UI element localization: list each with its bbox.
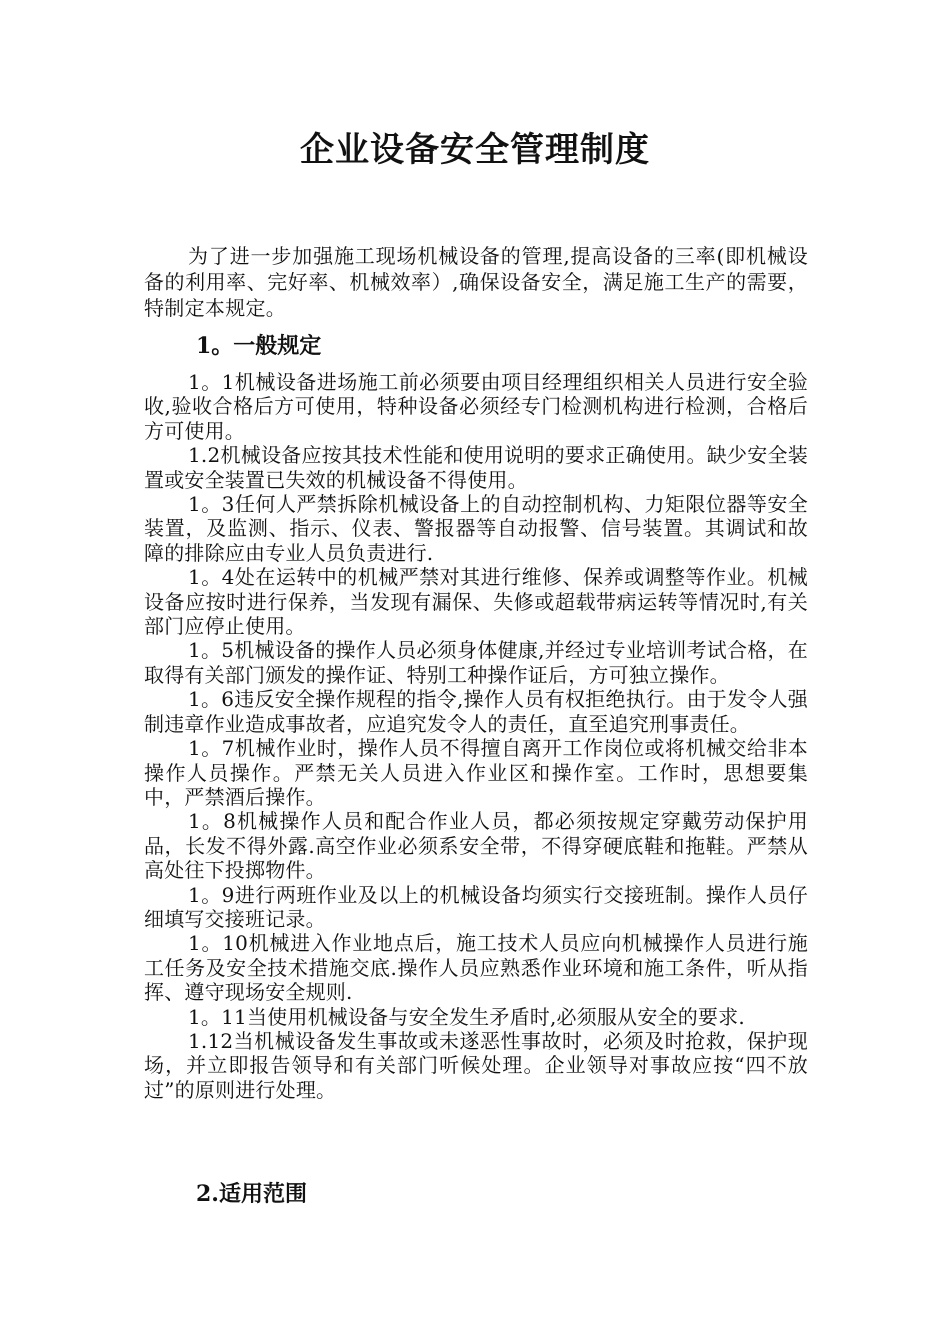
- intro-paragraph: 为了进一步加强施工现场机械设备的管理,提高设备的三率(即机械设备的利用率、完好率、机械效率）,确保设备安全，满足施工生产的需要，特制定本规定。: [144, 244, 808, 320]
- section-heading-general: 1。一般规定: [196, 333, 322, 359]
- clause-1-4: 1。4处在运转中的机械严禁对其进行维修、保养或调整等作业。机械设备应按时进行保养，当发现有漏保、失修或超载带病运转等情况时,有关部门应停止使用。: [144, 565, 808, 639]
- clause-1-2: 1.2机械设备应按其技术性能和使用说明的要求正确使用。缺少安全装置或安全装置已失效的机械设备不得使用。: [144, 443, 808, 492]
- clause-1-10: 1。10机械进入作业地点后，施工技术人员应向机械操作人员进行施工任务及安全技术措施交底.操作人员应熟悉作业环境和施工条件，听从指挥、遵守现场安全规则.: [144, 931, 808, 1005]
- document-title: 企业设备安全管理制度: [300, 130, 650, 170]
- clause-1-7: 1。7机械作业时，操作人员不得擅自离开工作岗位或将机械交给非本操作人员操作。严禁无关人员进入作业区和操作室。工作时，思想要集中，严禁酒后操作。: [144, 736, 808, 809]
- clause-1-12: 1.12当机械设备发生事故或未遂恶性事故时，必须及时抢救，保护现场，并立即报告领导和有关部门听候处理。企业领导对事故应按“四不放过”的原则进行处理。: [144, 1028, 808, 1102]
- clause-1-9: 1。9进行两班作业及以上的机械设备均须实行交接班制。操作人员仔细填写交接班记录。: [144, 882, 808, 931]
- clause-1-1: 1。1机械设备进场施工前必须要由项目经理组织相关人员进行安全验收,验收合格后方可使用，特种设备必须经专门检测机构进行检测，合格后方可使用。: [144, 370, 808, 443]
- clause-1-8: 1。8机械操作人员和配合作业人员，都必须按规定穿戴劳动保护用品，长发不得外露.高空作业必须系安全带，不得穿硬底鞋和拖鞋。严禁从高处往下投掷物件。: [144, 809, 808, 883]
- clause-1-5: 1。5机械设备的操作人员必须身体健康,并经过专业培训考试合格，在取得有关部门颁发的操作证、特别工种操作证后，方可独立操作。: [144, 638, 808, 687]
- general-clauses-list: [144, 370, 808, 1102]
- section-heading-scope: 2.适用范围: [196, 1181, 307, 1207]
- clause-1-6: 1。6违反安全操作规程的指令,操作人员有权拒绝执行。由于发令人强制违章作业造成事故者，应追究发令人的责任，直至追究刑事责任。: [144, 687, 808, 736]
- clause-1-3: 1。3任何人严禁拆除机械设备上的自动控制机构、力矩限位器等安全装置，及监测、指示、仪表、警报器等自动报警、信号装置。其调试和故障的排除应由专业人员负责进行.: [144, 492, 808, 565]
- clause-1-11: 1。11当使用机械设备与安全发生矛盾时,必须服从安全的要求.: [188, 1004, 745, 1029]
